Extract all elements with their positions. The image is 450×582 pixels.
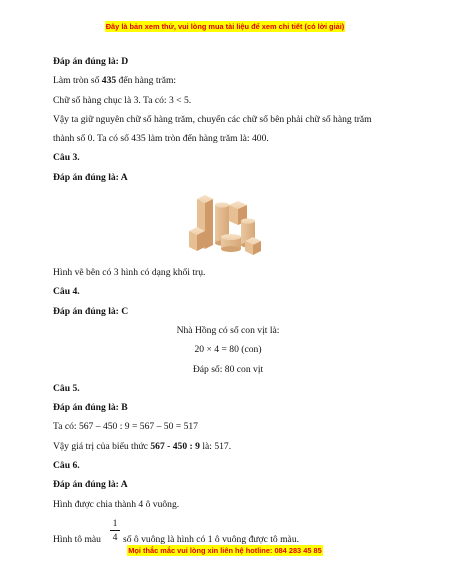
q5-answer: Đáp án đúng là: B: [53, 402, 128, 414]
q2-answer: Đáp án đúng là: D: [53, 56, 129, 67]
q2-line-4: thành số 0. Ta có số 435 làm tròn đến hàng trăm là: 400.: [53, 133, 269, 145]
q3-answer: Đáp án đúng là: A: [53, 171, 128, 183]
q4-line-1: Nhà Hồng có số con vịt là:: [176, 324, 280, 336]
hotline-notice-text: Mọi thắc mắc vui lòng xin liên hệ hotline: 084 283 45 85: [128, 546, 322, 555]
q2-line-1-post: đến hàng trăm:: [116, 75, 177, 87]
wooden-blocks-figure: [53, 191, 403, 257]
q5-title: Câu 5.: [53, 382, 80, 394]
q3-title: Câu 3.: [53, 152, 80, 164]
q2-line-1: [53, 75, 403, 86]
q6-answer: Đáp án đúng là: A: [53, 479, 128, 491]
fraction-numerator: 1: [112, 517, 118, 529]
q2-line-3: Vậy ta giữ nguyên chữ số hàng trăm, chuyển các chữ số bên phải chữ số hàng trăm: [53, 113, 372, 125]
fraction-denominator: 4: [112, 531, 118, 543]
q5-line-2-bold: 567 - 450 : 9: [150, 440, 200, 452]
q3-text: Hình vẽ bên có 3 hình có dạng khối trụ.: [53, 267, 206, 279]
q5-line-2: [53, 441, 403, 452]
q4-title: Câu 4.: [53, 286, 80, 298]
wooden-blocks-image: [185, 191, 271, 257]
q6-fraction-post: số ô vuông là hình có 1 ô vuông được tô màu.: [123, 533, 300, 545]
preview-notice-banner: [0, 22, 450, 31]
document-body: [53, 56, 403, 550]
preview-notice-text: Đây là bản xem thử, vui lòng mua tài liệu để xem chi tiết (có lời giải): [105, 22, 345, 31]
q4-line-2: 20 × 4 = 80 (con): [194, 344, 262, 356]
q4-line-3: Đáp số: 80 con vịt: [192, 363, 264, 375]
hotline-notice-banner: [0, 546, 450, 555]
fraction-one-quarter: [110, 518, 120, 543]
q5-line-1: Ta có: 567 – 450 : 9 = 567 – 50 = 517: [53, 421, 198, 433]
q5-line-2-post: là: 517.: [199, 440, 232, 452]
q2-line-1-bold: 435: [101, 75, 117, 87]
q2-line-1-pre: Làm tròn số: [53, 75, 102, 87]
q2-line-2: Chữ số hàng chục là 3. Ta có: 3 < 5.: [53, 94, 192, 106]
q5-line-2-pre: Vậy giá trị của biểu thức: [53, 440, 151, 452]
fraction-bar: [110, 530, 120, 531]
q6-line-1: Hình được chia thành 4 ô vuông.: [53, 498, 180, 510]
q4-answer: Đáp án đúng là: C: [53, 305, 129, 317]
q6-title: Câu 6.: [53, 460, 80, 472]
q6-fraction-pre: Hình tô màu: [53, 533, 101, 545]
